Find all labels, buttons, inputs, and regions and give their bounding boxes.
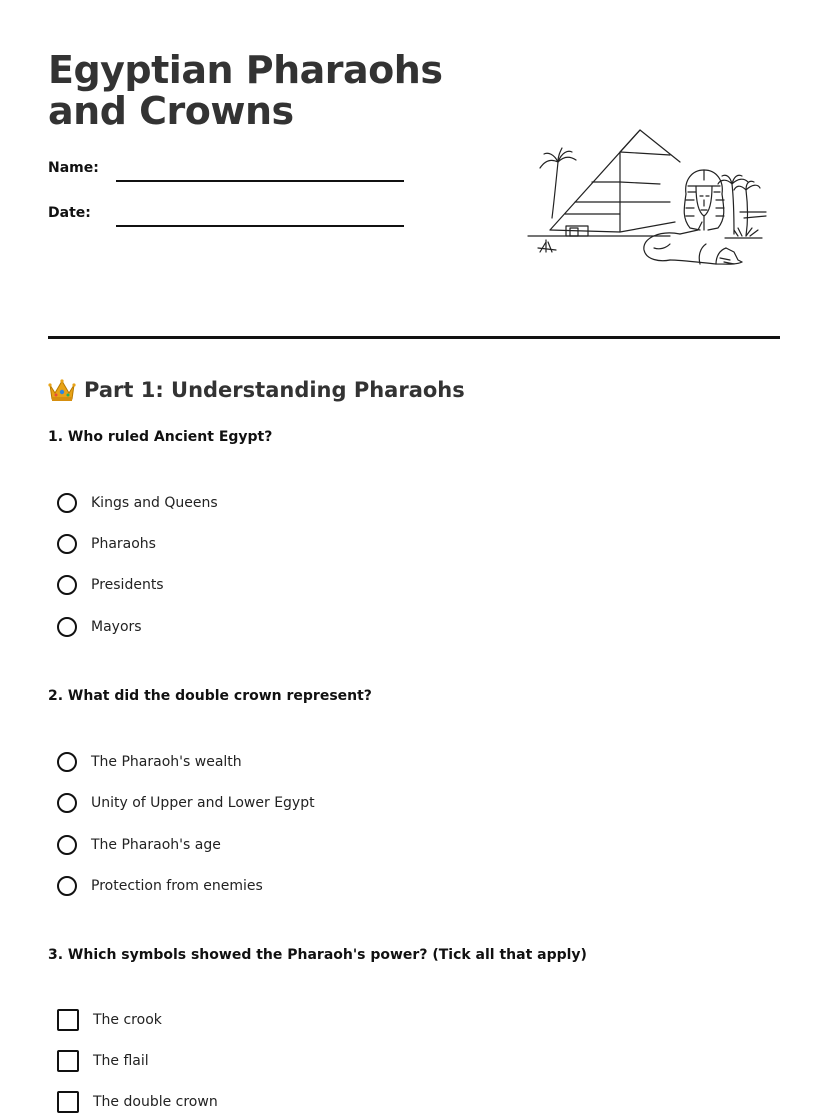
page-title: Egyptian Pharaohs and Crowns <box>48 48 443 133</box>
section-divider <box>48 336 780 339</box>
q1-option-4[interactable] <box>57 614 142 640</box>
radio-button[interactable] <box>57 575 77 595</box>
q1-option-1[interactable] <box>57 490 218 516</box>
date-field[interactable] <box>116 225 404 227</box>
checkbox[interactable] <box>57 1050 79 1072</box>
checkbox[interactable] <box>57 1091 79 1113</box>
question-2: 2. What did the double crown represent? <box>48 688 372 704</box>
option-label: The flail <box>93 1053 149 1069</box>
checkbox[interactable] <box>57 1009 79 1031</box>
radio-button[interactable] <box>57 835 77 855</box>
option-label: Kings and Queens <box>91 495 218 511</box>
part1-heading-text: Part 1: Understanding Pharaohs <box>84 378 465 402</box>
q3-option-1[interactable] <box>57 1007 162 1033</box>
q3-option-2[interactable] <box>57 1048 149 1074</box>
radio-button[interactable] <box>57 793 77 813</box>
radio-button[interactable] <box>57 876 77 896</box>
option-label: Pharaohs <box>91 536 156 552</box>
option-label: The Pharaoh's wealth <box>91 754 242 770</box>
option-label: The Pharaoh's age <box>91 837 221 853</box>
q1-option-2[interactable] <box>57 531 156 557</box>
option-label: The double crown <box>93 1094 218 1110</box>
q3-option-3[interactable] <box>57 1089 218 1115</box>
q1-option-3[interactable] <box>57 572 164 598</box>
q2-option-4[interactable] <box>57 873 263 899</box>
q2-option-2[interactable] <box>57 790 315 816</box>
crown-icon <box>48 377 76 403</box>
question-3: 3. Which symbols showed the Pharaoh's power? (Tick all that apply) <box>48 947 587 963</box>
date-label: Date: <box>48 205 91 221</box>
question-1: 1. Who ruled Ancient Egypt? <box>48 429 273 445</box>
option-label: Unity of Upper and Lower Egypt <box>91 795 315 811</box>
name-label: Name: <box>48 160 99 176</box>
radio-button[interactable] <box>57 493 77 513</box>
q2-option-1[interactable] <box>57 749 242 775</box>
radio-button[interactable] <box>57 534 77 554</box>
q2-option-3[interactable] <box>57 832 221 858</box>
radio-button[interactable] <box>57 617 77 637</box>
option-label: Presidents <box>91 577 164 593</box>
part1-heading <box>48 374 465 406</box>
name-field[interactable] <box>116 180 404 182</box>
pyramid-sphinx-illustration <box>520 122 770 272</box>
radio-button[interactable] <box>57 752 77 772</box>
option-label: Protection from enemies <box>91 878 263 894</box>
option-label: The crook <box>93 1012 162 1028</box>
option-label: Mayors <box>91 619 142 635</box>
